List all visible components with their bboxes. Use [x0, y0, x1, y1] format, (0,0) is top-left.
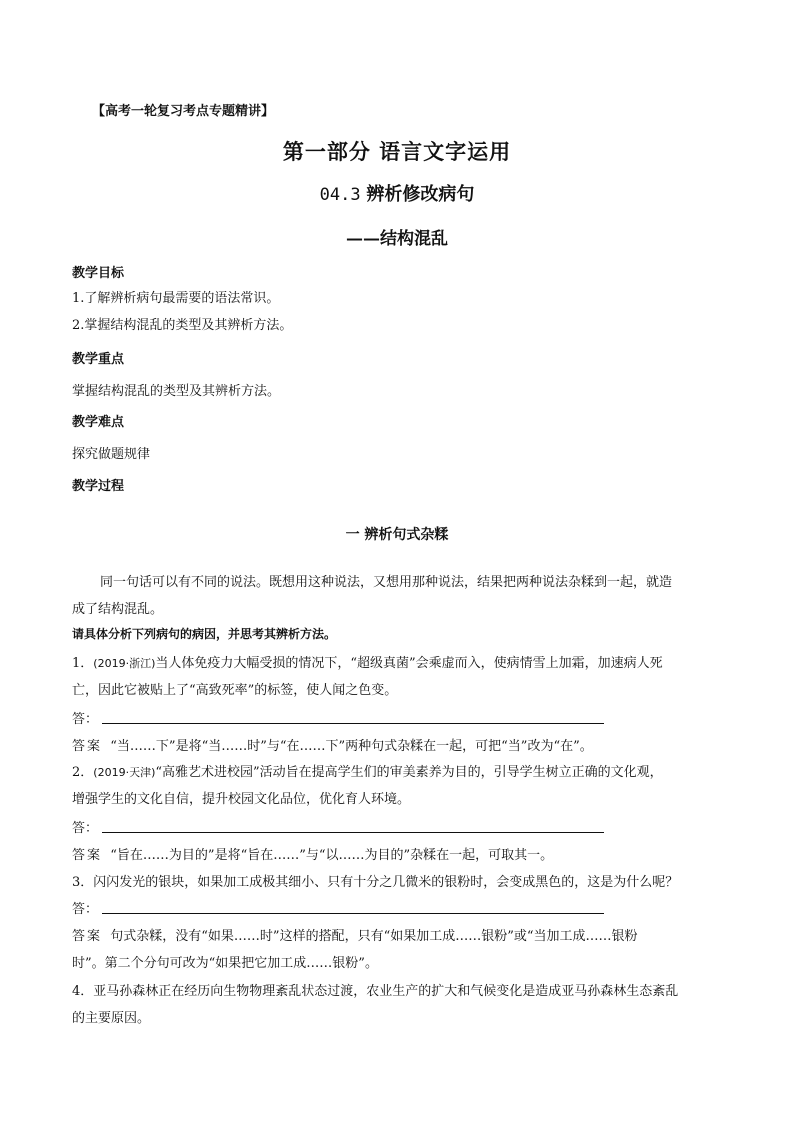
question-4-line-2: 的主要原因。	[72, 1011, 151, 1026]
objective-item: 2.掌握结构混乱的类型及其辨析方法。	[72, 318, 293, 333]
part-title: 第一部分 语言文字运用	[282, 139, 512, 164]
dash-title: ——结构混乱	[346, 229, 448, 249]
section-title: 一 辨析句式杂糅	[345, 527, 449, 543]
question-number: 3．	[72, 875, 94, 890]
answer-1	[72, 735, 593, 754]
answer-2	[72, 844, 553, 863]
answer-prefix: 答：	[72, 712, 99, 727]
intro-line: 成了结构混乱。	[72, 602, 164, 617]
question-number: 4．	[72, 984, 94, 999]
question-text: 闪闪发光的银块，如果加工成极其细小、只有十分之几微米的银粉时，会变成黑色的，这是为什么呢？	[93, 875, 679, 890]
answer-label: 答案	[72, 848, 103, 863]
process-heading: 教学过程	[72, 479, 125, 494]
difficulties-heading: 教学难点	[72, 415, 125, 430]
answer-text: “当……下”是将“当……时”与“在……下”两种句式杂糅在一起，可把“当”改为“在”。	[110, 739, 593, 754]
question-source: (2019·浙江)	[93, 657, 156, 670]
question-2-line	[72, 761, 663, 780]
answer-blank-2[interactable]	[102, 832, 604, 833]
question-1-line-2: 亡，因此它被贴上了“高致死率”的标签，使人闻之色变。	[72, 683, 398, 698]
question-text: “高雅艺术进校园”活动旨在提高学生们的审美素养为目的，引导学生树立正确的文化观，	[155, 765, 663, 780]
answer-prefix: 答：	[72, 821, 99, 836]
question-number: 2．	[72, 765, 94, 780]
question-text: 亚马孙森林正在经历向生物物理紊乱状态过渡，农业生产的扩大和气候变化是造成亚马孙森林生态紊乱	[93, 984, 679, 999]
answer-3-line-2: 时”。第二个分句可改为“如果把它加工成……银粉”。	[72, 956, 378, 971]
sub-title-text: 辨析修改病句	[366, 184, 475, 205]
objectives-heading: 教学目标	[72, 266, 125, 281]
question-2-line-2: 增强学生的文化自信，提升校园文化品位，优化育人环境。	[72, 792, 411, 807]
sub-title	[0, 180, 794, 206]
question-3-line	[72, 871, 678, 890]
answer-3	[72, 925, 638, 944]
difficulties-text: 探究做题规律	[72, 447, 151, 462]
instruction-text: 请具体分析下列病句的病因，并思考其辨析方法。	[72, 627, 337, 641]
answer-text: 句式杂糅，没有“如果……时”这样的搭配，只有“如果加工成……银粉”或“当加工成……银粉	[110, 929, 638, 944]
key-points-heading: 教学重点	[72, 352, 125, 367]
answer-prefix: 答：	[72, 902, 99, 917]
question-text: 当人体免疫力大幅受损的情况下，“超级真菌”会乘虚而入，使病情雪上加霜，加速病人死	[155, 656, 663, 671]
sub-title-number: 04.3	[319, 185, 361, 205]
question-1-line	[72, 652, 663, 671]
intro-line: 同一句话可以有不同的说法。既想用这种说法，又想用那种说法，结果把两种说法杂糅到一起，就造	[100, 575, 673, 590]
answer-blank-3[interactable]	[102, 913, 604, 914]
question-4-line	[72, 980, 678, 999]
objective-item: 1.了解辨析病句最需要的语法常识。	[72, 291, 280, 306]
answer-label: 答案	[72, 929, 103, 944]
answer-label: 答案	[72, 739, 103, 754]
answer-text: “旨在……为目的”是将“旨在……”与“以……为目的”杂糅在一起，可取其一。	[110, 848, 554, 863]
key-points-text: 掌握结构混乱的类型及其辨析方法。	[72, 384, 281, 399]
question-number: 1．	[72, 656, 94, 671]
header-tag: 【高考一轮复习考点专题精讲】	[92, 104, 275, 119]
question-source: (2019·天津)	[93, 766, 156, 779]
answer-blank-1[interactable]	[102, 723, 604, 724]
